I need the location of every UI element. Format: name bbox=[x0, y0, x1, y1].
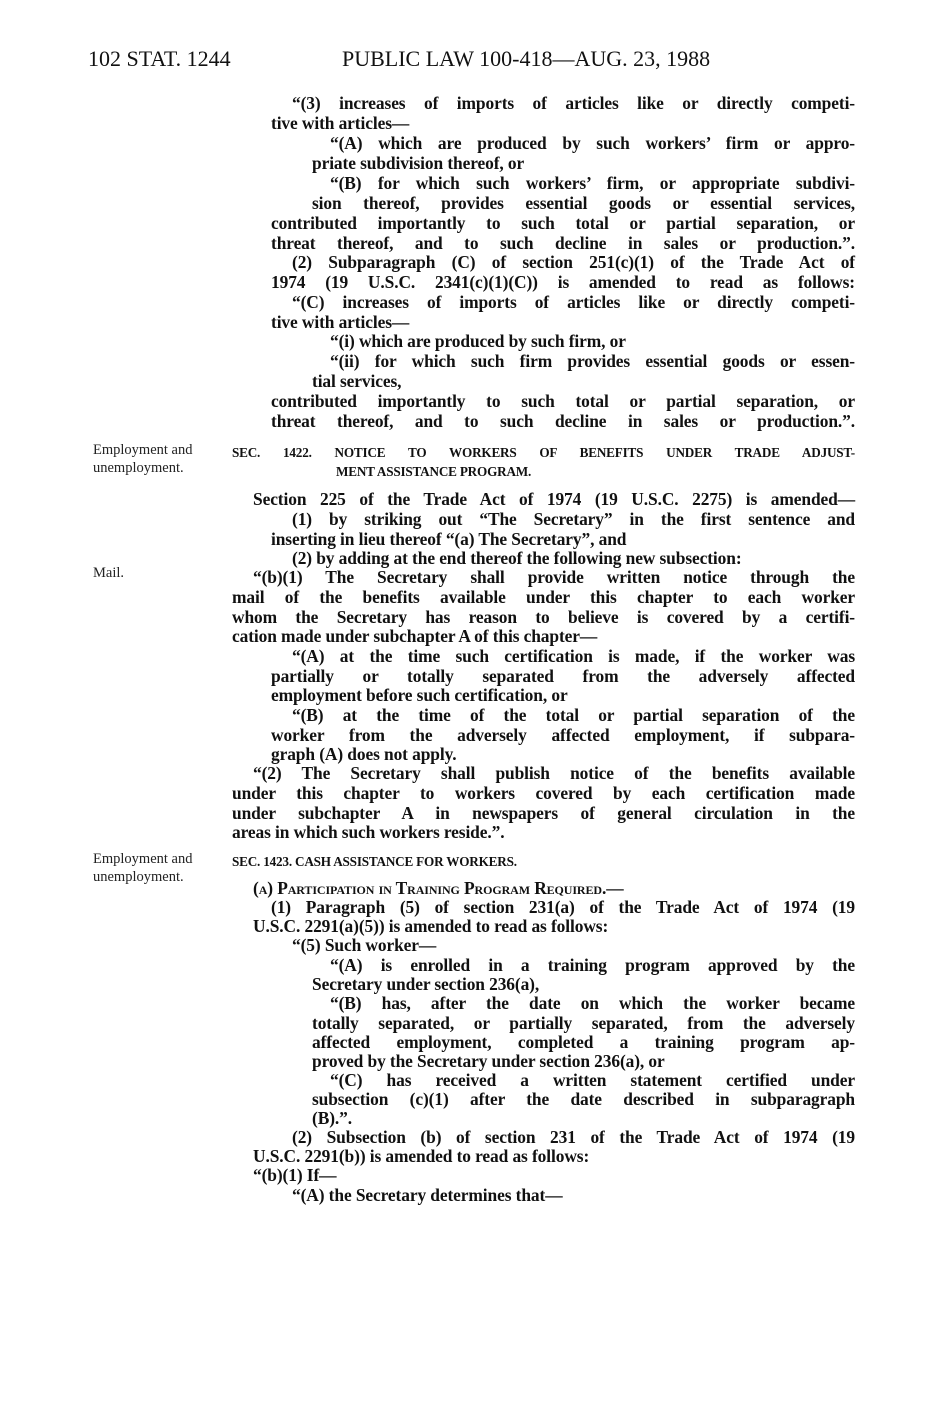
text-line: “(b)(1) The Secretary shall provide written notice through the bbox=[253, 567, 855, 587]
law-title: PUBLIC LAW 100-418—AUG. 23, 1988 bbox=[342, 46, 711, 71]
text-line: “(C) has received a written statement certified under bbox=[330, 1070, 855, 1090]
text-line: Section 225 of the Trade Act of 1974 (19 U.S.C. 2275) is amended— bbox=[253, 489, 855, 509]
text-line: under this chapter to workers covered by each certification made bbox=[232, 783, 855, 803]
text-line: threat thereof, and to such decline in sales or production.”. bbox=[271, 411, 855, 431]
text-line: “(B) for which such workers’ firm, or appropriate subdivi- bbox=[330, 173, 855, 193]
subsection-heading: (a) Participation in Training Program Required.— bbox=[253, 878, 624, 898]
text-line: (1) by striking out “The Secretary” in the first sentence and bbox=[292, 509, 855, 529]
text-line: mail of the benefits available under this chapter to each worker bbox=[232, 587, 855, 607]
text-line: partially or totally separated from the adversely affected bbox=[271, 666, 855, 686]
text-line: 1974 (19 U.S.C. 2341(c)(1)(C)) is amended to read as follows: bbox=[271, 272, 855, 292]
text-line: Secretary under section 236(a), bbox=[312, 974, 540, 994]
text-line: U.S.C. 2291(b)) is amended to read as follows: bbox=[253, 1146, 590, 1166]
text-line: U.S.C. 2291(a)(5)) is amended to read as follows: bbox=[253, 916, 609, 936]
text-line: threat thereof, and to such decline in sales or production.”. bbox=[271, 233, 855, 253]
section-heading: SEC. 1423. CASH ASSISTANCE FOR WORKERS. bbox=[232, 854, 517, 869]
text-line: “(C) increases of imports of articles like or directly competi- bbox=[292, 292, 855, 312]
text-line: subsection (c)(1) after the date described in subparagraph bbox=[312, 1089, 855, 1109]
text-line: tive with articles— bbox=[271, 113, 410, 133]
text-line: proved by the Secretary under section 236(a), or bbox=[312, 1051, 665, 1071]
text-line: contributed importantly to such total or partial separation, or bbox=[271, 213, 855, 233]
text-line: contributed importantly to such total or partial separation, or bbox=[271, 391, 855, 411]
text-line: (2) by adding at the end thereof the following new subsection: bbox=[292, 548, 742, 568]
text-line: “(A) is enrolled in a training program approved by the bbox=[330, 955, 855, 975]
text-line: under subchapter A in newspapers of general circulation in the bbox=[232, 803, 855, 823]
text-line: “(5) Such worker— bbox=[292, 935, 437, 955]
text-line: “(3) increases of imports of articles like or directly competi- bbox=[292, 93, 855, 113]
text-line: (2) Subparagraph (C) of section 251(c)(1) of the Trade Act of bbox=[292, 252, 855, 272]
text-line: “(ii) for which such firm provides essential goods or essen- bbox=[330, 351, 855, 371]
margin-note-employment: Employment and unemployment. bbox=[93, 851, 193, 885]
text-line: (2) Subsection (b) of section 231 of the Trade Act of 1974 (19 bbox=[292, 1127, 855, 1147]
text-line: cation made under subchapter A of this chapter— bbox=[232, 626, 598, 646]
text-line: whom the Secretary has reason to believe is covered by a certifi- bbox=[232, 607, 855, 627]
text-line: “(i) which are produced by such firm, or bbox=[330, 331, 626, 351]
section-heading: MENT ASSISTANCE PROGRAM. bbox=[336, 464, 532, 479]
text-line: “(B) at the time of the total or partial separation of the bbox=[292, 705, 855, 725]
text-line: “(A) the Secretary determines that— bbox=[292, 1185, 563, 1205]
stat-reference: 102 STAT. 1244 bbox=[88, 46, 231, 71]
text-line: worker from the adversely affected employment, if subpara- bbox=[271, 725, 855, 745]
text-line: (1) Paragraph (5) of section 231(a) of the Trade Act of 1974 (19 bbox=[271, 897, 855, 917]
text-line: “(A) which are produced by such workers’ firm or appro- bbox=[330, 133, 855, 153]
text-line: “(A) at the time such certification is made, if the worker was bbox=[292, 646, 855, 666]
text-line: graph (A) does not apply. bbox=[271, 744, 457, 764]
text-line: totally separated, or partially separated, from the adversely bbox=[312, 1013, 855, 1033]
text-line: sion thereof, provides essential goods or essential services, bbox=[312, 193, 855, 213]
text-line: inserting in lieu thereof “(a) The Secretary”, and bbox=[271, 529, 627, 549]
section-heading: SEC. 1422. NOTICE TO WORKERS OF BENEFITS UNDER TRADE ADJUST- bbox=[232, 445, 855, 460]
text-line: tial services, bbox=[312, 371, 402, 391]
text-line: affected employment, completed a training program ap- bbox=[312, 1032, 855, 1052]
text-line: “(b)(1) If— bbox=[253, 1165, 337, 1185]
margin-note-employment: Employment and unemployment. bbox=[93, 442, 193, 476]
text-line: (B).”. bbox=[312, 1108, 352, 1128]
text-line: employment before such certification, or bbox=[271, 685, 568, 705]
text-line: priate subdivision thereof, or bbox=[312, 153, 525, 173]
text-line: “(2) The Secretary shall publish notice of the benefits available bbox=[253, 763, 855, 783]
margin-note-mail: Mail. bbox=[93, 565, 125, 581]
text-line: “(B) has, after the date on which the worker became bbox=[330, 993, 855, 1013]
text-line: areas in which such workers reside.”. bbox=[232, 822, 505, 842]
text-line: tive with articles— bbox=[271, 312, 410, 332]
page-header bbox=[88, 46, 848, 76]
